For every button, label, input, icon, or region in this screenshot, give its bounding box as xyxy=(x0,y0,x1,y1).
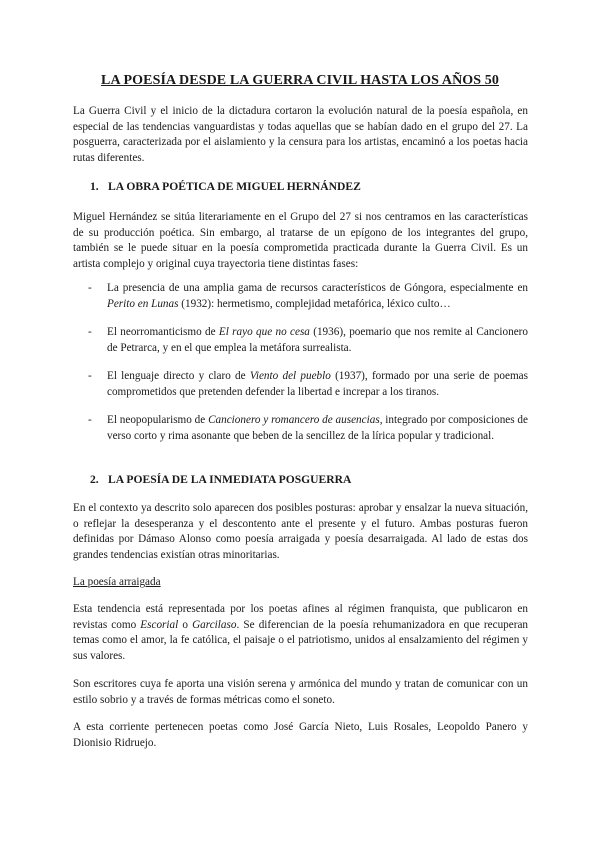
work-title: Perito en Lunas xyxy=(107,297,179,310)
paragraph-text: . Se diferencian de la poesía rehumanizadora en que recuperan temas como el amor, la fe católica, el paisaje o el patriotismo, unidos al ensalzamiento del régimen y sus valores. xyxy=(73,618,529,662)
section-2-paragraph: En el contexto ya descrito solo aparecen dos posibles posturas: aprobar y ensalzar la nueva situación, o reflejar la desesperanza y el descontento ante el presente y el futuro. Ambas posturas fueron definidas por Dámaso Alonso como poesía arraigada y poesía desarraigada. Al lado de estas dos grandes tendencias existían otras minoritarias. xyxy=(73,502,528,561)
arraigada-paragraph-1 xyxy=(73,602,528,664)
section-2-number: 2. xyxy=(90,473,99,486)
paragraph-text: o xyxy=(178,618,193,631)
list-dash: - xyxy=(88,370,92,382)
page-title: LA POESÍA DESDE LA GUERRA CIVIL HASTA LOS AÑOS 50 xyxy=(101,73,499,88)
section-1-heading xyxy=(90,180,361,193)
work-title: Cancionero y romancero de ausencias xyxy=(208,414,380,426)
arraigada-paragraph-3: A esta corriente pertenecen poetas como José García Nieto, Luis Rosales, Leopoldo Panero y Dionisio Ridruejo. xyxy=(73,721,528,749)
arraigada-paragraph-2: Son escritores cuya fe aporta una visión serena y armónica del mundo y tratan de comunicar con un estilo sobrio y a través de formas métricas como el soneto. xyxy=(73,678,528,706)
section-2-title: LA POESÍA DE LA INMEDIATA POSGUERRA xyxy=(108,473,352,486)
list-item-text: (1936), poemario que nos remite al Cancionero de Petrarca, y en el que emplea la metáfora surrealista. xyxy=(107,326,529,354)
intro-paragraph: La Guerra Civil y el inicio de la dictadura cortaron la evolución natural de la poesía española, en especial de las tendencias vanguardistas y todas aquellas que se habían dado en el grupo del 27. La posguerra, caracterizada por el aislamiento y la censura para los artistas, encaminó a los poetas hacia rutas diferentes. xyxy=(73,105,528,164)
section-2-heading xyxy=(90,473,351,486)
paragraph-text: Esta tendencia está representada por los poetas afines al régimen franquista, que publicaron en revistas como xyxy=(73,603,528,631)
list-dash: - xyxy=(88,414,92,426)
work-title: El rayo que no cesa xyxy=(218,326,310,338)
list-item-text: El lenguaje directo y claro de xyxy=(107,370,250,382)
section-1-title: LA OBRA POÉTICA DE MIGUEL HERNÁNDEZ xyxy=(108,180,361,193)
section-1-number: 1. xyxy=(90,180,99,193)
list-item-text: La presencia de una amplia gama de recursos característicos de Góngora, especialmente en xyxy=(107,282,528,294)
list-item-text: El neorromanticismo de xyxy=(107,326,219,338)
magazine-title: Escorial xyxy=(140,618,179,631)
subheading-poesia-arraigada: La poesía arraigada xyxy=(73,576,161,588)
list-item-text: El neopopularismo de xyxy=(107,414,209,426)
magazine-title: Garcilaso xyxy=(192,618,237,631)
list-item-text: (1932): hermetismo, complejidad metafórica, léxico culto… xyxy=(178,297,451,310)
work-title: Viento del pueblo xyxy=(249,370,331,382)
list-dash: - xyxy=(88,282,92,294)
list-item-text: (1937), formado por una serie de poemas comprometidos que pretenden defender la libertad e increpar a los tiranos. xyxy=(107,370,528,398)
list-dash: - xyxy=(88,326,92,338)
section-1-paragraph: Miguel Hernández se sitúa literariamente en el Grupo del 27 si nos centramos en las características de su producción poética. Sin embargo, al tratarse de un epígono de los integrantes del grupo, también se le puede situar en la poesía comprometida practicada durante la Guerra Civil. Es un artista complejo y original cuya trayectoria tiene distintas fases: xyxy=(73,211,528,270)
list-item-text: , integrado por composiciones de verso corto y rima asonante que beben de la sencillez de la lírica popular y tradicional. xyxy=(107,414,528,442)
